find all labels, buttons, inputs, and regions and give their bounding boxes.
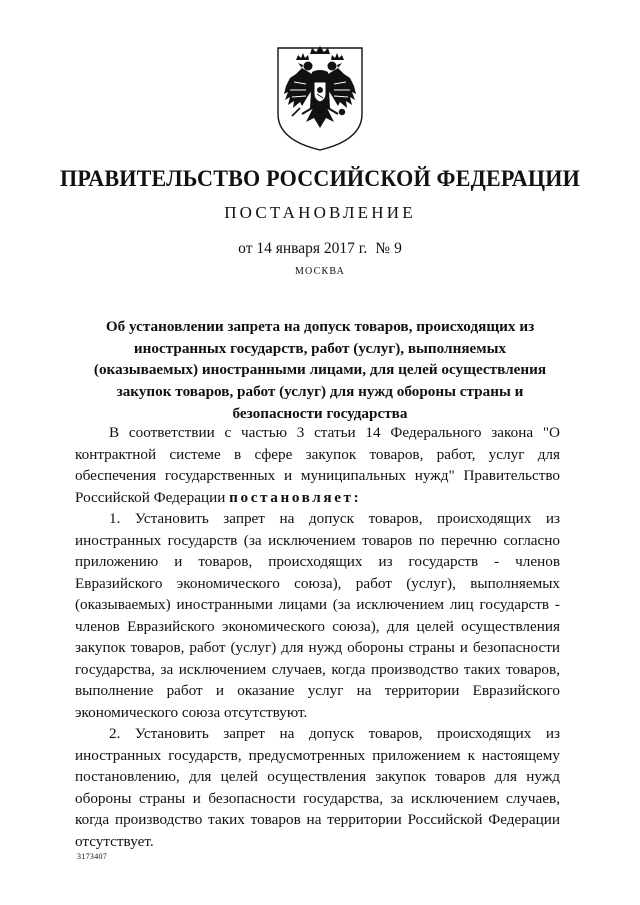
- document-heading: Об установлении запрета на допуск товаров, происходящих из иностранных государств, работ (услуг), выполняемых (оказываемых) иностранными лицами, для целей осуществления закупок товаров, работ (услуг) для нужд обороны страны и безопасности государства: [93, 318, 547, 422]
- preamble-paragraph: [75, 422, 560, 508]
- document-body: [75, 422, 560, 852]
- document-code: 3173407: [77, 852, 108, 861]
- decree-word: постановляет:: [229, 488, 362, 506]
- preamble-text: В соответствии с частью 3 статьи 14 Федерального закона "О контрактной системе в сфере закупок товаров, работ, услуг для обеспечения государственных и муниципальных нужд" Правительство Российской Федерации: [75, 424, 560, 506]
- item-1-paragraph: 1. Установить запрет на допуск товаров, происходящих из иностранных государств (за исключением товаров по перечню согласно приложению и товаров, происходящих из государств - членов Евразийского экономического союза), работ (услуг), выполняемых (оказываемых) иностранными лицами (за исключением лиц государств - членов Евразийского экономического союза), для целей осуществления закупок товаров, работ (услуг) для нужд обороны страны и безопасности государства, за исключением случаев, когда производство таких товаров, выполнение работ и оказание услуг на территории Евразийского экономического союза отсутствуют.: [75, 510, 560, 721]
- government-title: ПРАВИТЕЛЬСТВО РОССИЙСКОЙ ФЕДЕРАЦИИ: [59, 166, 581, 191]
- document-type: ПОСТАНОВЛЕНИЕ: [224, 203, 416, 222]
- document-number: 9: [394, 240, 402, 257]
- document-number-label: №: [375, 240, 391, 257]
- document-date: от 14 января 2017 г.: [238, 240, 368, 257]
- coat-of-arms-icon: [272, 44, 368, 152]
- document-city: МОСКВА: [294, 266, 346, 277]
- document-date-line: [0, 240, 640, 258]
- item-2-paragraph: 2. Установить запрет на допуск товаров, происходящих из иностранных государств, предусмотренных приложением к настоящему постановлению, для целей осуществления закупок товаров для нужд обороны страны и безопасности государства, за исключением случаев, когда производство таких товаров на территории Российской Федерации отсутствует.: [75, 725, 560, 850]
